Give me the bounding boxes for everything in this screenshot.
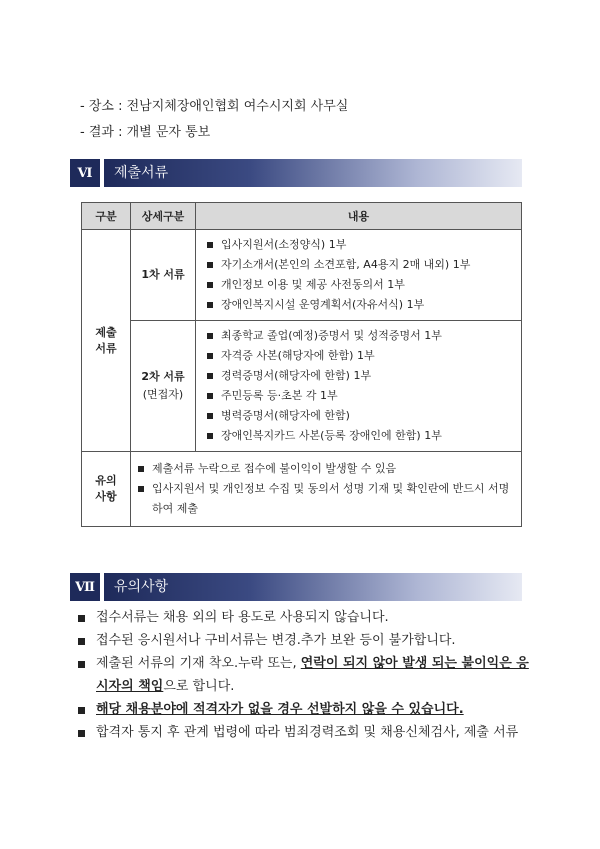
bullet-square-icon	[78, 638, 85, 645]
header-subcategory: 상세구분	[131, 203, 196, 230]
category-notes: 유의 사항	[82, 452, 131, 527]
list-item: 접수된 응시원서나 구비서류는 변경.추가 보완 등이 불가합니다.	[78, 629, 538, 652]
section6-header	[70, 159, 522, 187]
bullet-square-icon	[207, 333, 213, 339]
list-item: 주민등록 등·초본 각 1부	[207, 386, 514, 406]
list-item: 제출서류 누락으로 접수에 불이익이 발생할 수 있음	[138, 459, 512, 479]
bullet-square-icon	[78, 707, 85, 714]
second-docs-content	[196, 321, 522, 452]
bullet-square-icon	[207, 302, 213, 308]
notes-list	[132, 453, 520, 525]
list-item: 병력증명서(해당자에 한함)	[207, 406, 514, 426]
list-item: 입사지원서(소정양식) 1부	[207, 235, 514, 255]
second-docs-sublabel: (면접자)	[142, 388, 184, 401]
section6-title: 제출서류	[104, 159, 522, 187]
list-item: 자격증 사본(해당자에 한함) 1부	[207, 346, 514, 366]
bullet-square-icon	[138, 486, 144, 492]
documents-table	[81, 202, 522, 527]
first-docs-content	[196, 230, 522, 321]
table-row	[82, 230, 522, 321]
section6-number: Ⅵ	[70, 159, 100, 187]
header-category: 구분	[82, 203, 131, 230]
list-item: 경력증명서(해당자에 한함) 1부	[207, 366, 514, 386]
bullet-square-icon	[207, 242, 213, 248]
bullet-square-icon	[207, 353, 213, 359]
section7-header	[70, 573, 522, 601]
table-row	[82, 321, 522, 452]
list-item: 장애인복지시설 운영계획서(자유서식) 1부	[207, 295, 514, 315]
intro-location: - 장소 : 전남지체장애인협회 여수시지회 사무실	[80, 99, 349, 114]
notes-content	[131, 452, 522, 527]
cautions-list	[78, 606, 538, 744]
list-item	[78, 698, 538, 721]
table-row	[82, 452, 522, 527]
emphasis-text: 해당 채용분야에 적격자가 없을 경우 선발하지 않을 수 있습니다.	[96, 702, 464, 717]
list-item: 제출된 서류의 기재 착오.누락 또는, 연락이 되지 않아 발생 되는 불이익은 응시자의 책임으로 합니다.	[78, 652, 538, 698]
subcategory-second	[131, 321, 196, 452]
subcategory-first	[131, 230, 196, 321]
first-docs-label: 1차 서류	[141, 268, 185, 281]
section7-number: Ⅶ	[70, 573, 100, 601]
bullet-square-icon	[78, 661, 85, 668]
list-item: 최종학교 졸업(예정)증명서 및 성적증명서 1부	[207, 326, 514, 346]
bullet-square-icon	[138, 466, 144, 472]
bullet-square-icon	[78, 615, 85, 622]
bullet-square-icon	[207, 413, 213, 419]
bullet-square-icon	[207, 262, 213, 268]
header-content: 내용	[196, 203, 522, 230]
intro-result: - 결과 : 개별 문자 통보	[80, 125, 211, 140]
list-item: 접수서류는 채용 외의 타 용도로 사용되지 않습니다.	[78, 606, 538, 629]
list-item: 자기소개서(본인의 소견포함, A4용지 2매 내외) 1부	[207, 255, 514, 275]
category-submit-docs: 제출 서류	[82, 230, 131, 452]
bullet-square-icon	[207, 393, 213, 399]
bullet-square-icon	[207, 373, 213, 379]
bullet-square-icon	[78, 730, 85, 737]
intro-block	[80, 94, 348, 146]
second-docs-label: 2차 서류	[141, 370, 185, 383]
list-item: 입사지원서 및 개인정보 수집 및 동의서 성명 기재 및 확인란에 반드시 서명하여 제출	[138, 479, 512, 519]
table-header-row	[82, 203, 522, 230]
list-item: 장애인복지카드 사본(등록 장애인에 한함) 1부	[207, 426, 514, 446]
first-docs-list	[197, 231, 520, 319]
bullet-square-icon	[207, 282, 213, 288]
list-item: 개인정보 이용 및 제공 사전동의서 1부	[207, 275, 514, 295]
list-item: 합격자 통지 후 관계 법령에 따라 범죄경력조회 및 채용신체검사, 제출 서류	[78, 721, 538, 744]
section7-title: 유의사항	[104, 573, 522, 601]
emphasis-text: 연락이 되지 않아 발생 되는 불이익은 응시자의 책임	[96, 656, 529, 694]
second-docs-list	[197, 322, 520, 450]
bullet-square-icon	[207, 433, 213, 439]
